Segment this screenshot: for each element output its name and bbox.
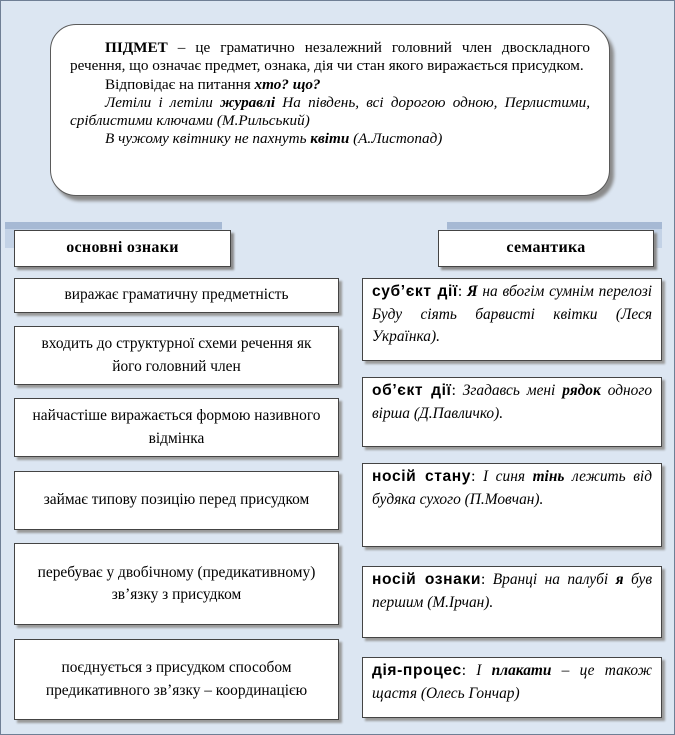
semantic-sep: : (461, 662, 477, 679)
semantic-example-before: Вранці на палубі (492, 571, 616, 588)
feature-box (14, 639, 339, 720)
semantic-example-before: І (476, 662, 492, 679)
example2-after: (А.Листопад) (349, 130, 443, 148)
semantic-example-before: Згадавсь мені (462, 382, 563, 399)
example1-before: Летіли і летіли (105, 93, 221, 111)
semantic-term: об’єкт дії (372, 382, 452, 399)
semantic-sep: : (457, 283, 467, 300)
semantic-example-subject: Я (466, 283, 478, 300)
example1-subject: журавлі (220, 93, 276, 111)
definition-term: ПІДМЕТ (105, 39, 168, 56)
definition-box (50, 24, 610, 196)
question-text: хто? що? (254, 75, 321, 93)
semantic-example-after: одного вірша (Д.Павличко). (372, 382, 653, 422)
semantic-example-after: – це також щастя (Олесь Гончар) (372, 662, 652, 702)
semantic-example-after: був першим (М.Ірчан). (372, 571, 652, 611)
feature-text: найчастіше виражається формою називного відмінка (32, 407, 321, 447)
feature-box (14, 278, 339, 313)
example1-after: На південь, всі дорогою одною, Перлистими, сріблистими ключами (М.Рильський) (70, 93, 590, 130)
left-header: основні ознаки (14, 230, 231, 267)
feature-text: поєднується з присудком способом предикативного зв’язку – координацією (45, 659, 308, 699)
semantic-term: дія-процес (372, 662, 462, 679)
semantic-example-after: на вбогім сумнім перелозі Буду сіять барвисті квітки (Леся Українка). (372, 283, 653, 345)
semantic-sep: : (471, 468, 483, 485)
feature-text: входить до структурної схеми речення як його головний член (41, 335, 312, 375)
feature-box (14, 471, 339, 530)
semantic-box (362, 657, 662, 718)
feature-box (14, 326, 339, 385)
right-header: семантика (438, 230, 654, 267)
semantic-box (362, 377, 662, 447)
semantic-example-subject: рядок (562, 382, 601, 399)
feature-box (14, 398, 339, 457)
feature-box (14, 543, 339, 625)
semantic-example-before: І синя (482, 468, 533, 485)
feature-text: виражає граматичну предметність (64, 286, 289, 304)
semantic-term: суб’єкт дії (372, 283, 458, 300)
semantic-example-subject: плакати (491, 662, 552, 679)
example2-before: В чужому квітнику не пахнуть (105, 130, 311, 148)
semantic-sep: : (481, 571, 493, 588)
semantic-box (362, 566, 662, 638)
semantic-example-subject: тінь (532, 468, 565, 485)
semantic-sep: : (451, 382, 463, 399)
question-prefix: Відповідає на питання (105, 75, 255, 93)
semantic-term: носій стану (372, 468, 472, 485)
feature-text: перебуває у двобічному (предикативному) зв’язку з присудком (37, 563, 316, 603)
semantic-term: носій ознаки (372, 571, 482, 588)
semantic-example-subject: я (615, 571, 624, 588)
semantic-box (362, 278, 662, 361)
semantic-box (362, 463, 662, 547)
definition-text: – це граматично незалежний головний член двоскладного речення, що означає предмет, ознака, дія чи стан якого виражається присудком. (70, 39, 590, 75)
semantic-example-after: лежить від будяка сухого (П.Мовчан). (372, 468, 652, 508)
example2-subject: квіти (310, 130, 350, 148)
feature-text: займає типову позицію перед присудком (43, 491, 310, 509)
